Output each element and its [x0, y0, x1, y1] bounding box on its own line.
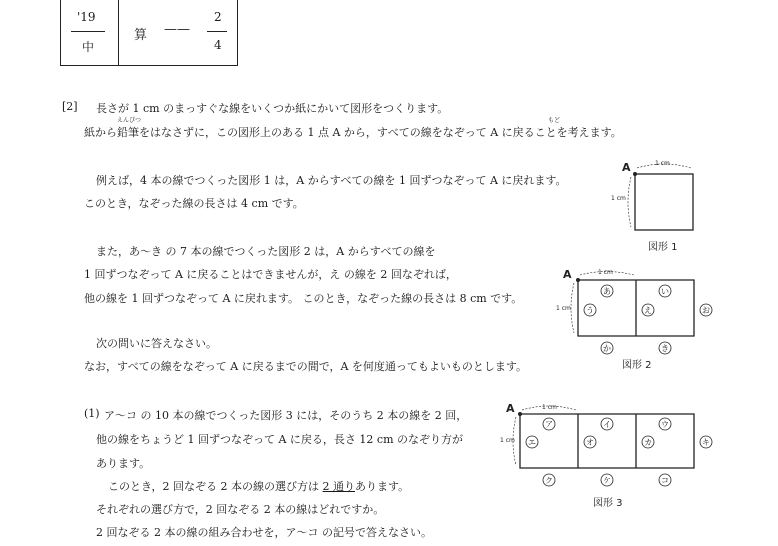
- question-note: なお，すべての線をなぞって A に戻るまでの間で，A を何度通ってもよいものとします。: [84, 360, 528, 373]
- fig1-top-length: 1 cm: [655, 160, 670, 167]
- intro-line-2: 紙から鉛筆をはなさずに，この図形上のある 1 点 A から，すべての線をなぞって A に戻ることを考えます。: [84, 126, 622, 139]
- ruby-pencil: えんぴつ: [117, 117, 142, 124]
- header-fraction-line: [71, 31, 105, 32]
- intro-line-1: 長さが 1 cm のまっすぐな線をいくつか紙にかいて図形をつくります。: [96, 102, 449, 115]
- q1-line-6: 2 回なぞる 2 本の線の組み合わせを，ア～コ の記号で答えなさい。: [96, 526, 432, 539]
- fig3-edge-ku: ク: [545, 476, 553, 485]
- figure-2: [556, 264, 726, 374]
- fig2-line-2: 1 回ずつなぞって A に戻ることはできませんが，え の線を 2 回なぞれば，: [84, 268, 457, 281]
- fig3-side-length: 1 cm: [500, 437, 515, 444]
- fig3-edge-ko: コ: [661, 476, 669, 485]
- q1-line-2: 他の線をちょうど 1 回ずつなぞって A に戻る，長さ 12 cm のなぞり方が: [96, 433, 464, 446]
- fig1-side-length: 1 cm: [611, 195, 626, 202]
- q1-line-4-pre: このとき，2 回なぞる 2 本の線の選び方は: [108, 480, 323, 493]
- fig1-label: 図形 1: [648, 242, 678, 253]
- fig3-edge-a: ア: [545, 420, 553, 429]
- header-page-total: 4: [214, 38, 222, 52]
- fig1-point-a-dot: [633, 172, 637, 176]
- problem-number: [2]: [62, 100, 78, 113]
- fig3-edge-ke: ケ: [603, 476, 611, 485]
- fig3-edge-e: エ: [528, 438, 536, 447]
- fig2-edge-a: あ: [603, 287, 611, 296]
- fig2-line-3: 他の線を 1 回ずつなぞって A に戻れます。 このとき，なぞった線の長さは 8 cm です。: [84, 292, 523, 305]
- fig2-side-length: 1 cm: [556, 305, 571, 312]
- q1-line-1: ア～コ の 10 本の線でつくった図形 3 には，そのうち 2 本の線を 2 回，: [104, 409, 468, 422]
- fig1-point-a: A: [622, 161, 631, 174]
- example-line-2: このとき，なぞった線の長さは 4 cm です。: [84, 197, 304, 210]
- header-subject: 算: [134, 28, 148, 43]
- fig3-edge-ki: キ: [702, 438, 710, 447]
- fig3-point-a-dot: [518, 412, 522, 416]
- figure-1: [605, 152, 715, 262]
- fig2-label: 図形 2: [622, 360, 652, 371]
- fig2-top-length: 1 cm: [598, 269, 613, 276]
- header-dash: ——: [164, 22, 190, 37]
- header-year: '19: [77, 10, 96, 24]
- header-level: 中: [82, 40, 95, 54]
- fig1-side-arc: [628, 177, 631, 227]
- example-line-1: 例えば，4 本の線でつくった図形 1 は，A からすべての線を 1 回ずつなぞって A に戻れます。: [96, 174, 567, 187]
- fig2-edge-i: い: [661, 287, 669, 296]
- fig3-top-length: 1 cm: [542, 404, 557, 411]
- ruby-return: もど: [548, 117, 561, 124]
- fig2-edge-o: お: [702, 306, 710, 315]
- question-intro: 次の問いに答えなさい。: [96, 337, 217, 350]
- fig3-point-a: A: [506, 402, 515, 415]
- figure-3: [500, 400, 720, 515]
- fig3-edge-i: イ: [603, 420, 611, 429]
- fig2-edge-ka: か: [603, 344, 611, 353]
- fig3-edge-ka: カ: [644, 438, 652, 447]
- q1-label: (1): [84, 407, 100, 420]
- fig3-edge-o: オ: [586, 438, 594, 447]
- q1-line-5: それぞれの選び方で，2 回なぞる 2 本の線はどれですか。: [96, 503, 385, 516]
- fig2-line-1: また，あ～き の 7 本の線でつくった図形 2 は，A からすべての線を: [96, 245, 436, 258]
- fig2-point-a: A: [563, 268, 572, 281]
- q1-answer-count: 2 通り: [322, 480, 356, 493]
- header-box: [60, 0, 238, 66]
- fig2-edge-u: う: [586, 306, 594, 315]
- q1-line-3: あります。: [96, 457, 151, 470]
- header-divider: [118, 0, 119, 65]
- fig2-edge-ki: き: [661, 344, 669, 353]
- fig2-edge-e: え: [644, 306, 652, 315]
- fig2-point-a-dot: [576, 278, 580, 282]
- fig3-edge-u: ウ: [661, 420, 669, 429]
- q1-line-4: [108, 478, 409, 494]
- q1-line-4-post: あります。: [355, 480, 410, 493]
- fig2-side-arc: [571, 283, 574, 333]
- header-page-line: [207, 31, 227, 32]
- header-page-num: 2: [214, 10, 222, 24]
- fig1-square: [635, 174, 693, 230]
- fig3-label: 図形 3: [593, 498, 623, 509]
